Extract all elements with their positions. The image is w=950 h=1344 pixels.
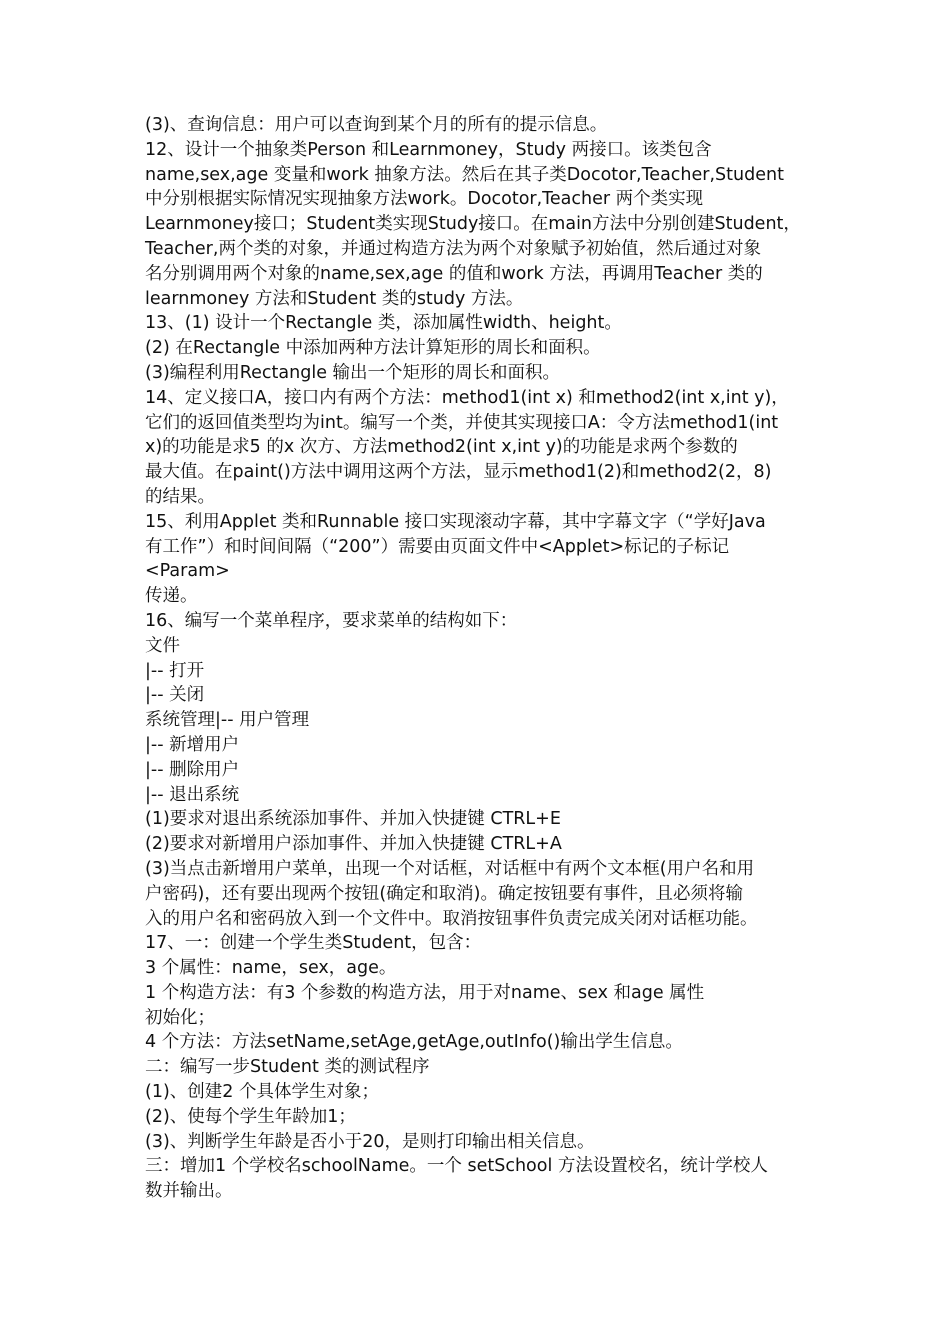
text-line: 三：增加1 个学校名schoolName。一个 setSchool 方法设置校名，统计学校人 [145,1156,768,1177]
text-line: (3)、查询信息：用户可以查询到某个月的所有的提示信息。 [145,115,608,135]
text-line: 13、(1) 设计一个Rectangle 类，添加属性width、height。 [145,313,622,334]
text-line: 1 个构造方法：有3 个参数的构造方法，用于对name、sex 和age 属性 [145,982,705,1003]
text-line: |-- 退出系统 [145,784,240,805]
text-line: learnmoney 方法和Student 类的study 方法。 [145,288,524,309]
text-line: 15、利用Applet 类和Runnable 接口实现滚动字幕，其中字幕文字（“学好Java [145,511,766,532]
text-line: 它们的返回值类型均为int。编写一个类，并使其实现接口A：令方法method1(int [145,412,779,433]
text-line: (1)要求对退出系统添加事件、并加入快捷键 CTRL+E [145,809,561,830]
text-line: 中分别根据实际情况实现抽象方法work。Docotor,Teacher 两个类实现 [145,189,704,210]
text-line: 3 个属性：name，sex，age。 [145,958,397,979]
text-line: 系统管理|-- 用户管理 [145,710,310,731]
text-line: x)的功能是求5 的x 次方、方法method2(int x,int y)的功能是求两个参数的 [145,437,738,458]
text-line: 16、编写一个菜单程序，要求菜单的结构如下： [145,610,518,631]
text-line: (3)编程利用Rectangle 输出一个矩形的周长和面积。 [145,362,561,383]
text-line: <Param> [145,561,230,582]
text-line: |-- 关闭 [145,685,205,706]
text-line: (3)当点击新增用户菜单，出现一个对话框，对话框中有两个文本框(用户名和用 [145,858,755,879]
text-line: (2) 在Rectangle 中添加两种方法计算矩形的周长和面积。 [145,338,601,359]
text-line: 4 个方法：方法setName,setAge,getAge,outInfo()输出学生信息。 [145,1032,683,1053]
text-line: 14、定义接口A，接口内有两个方法：method1(int x) 和method2(int x,int y)， [145,387,789,408]
text-line: 户密码)，还有要出现两个按钮(确定和取消)。确定按钮要有事件，且必须将输 [145,883,743,904]
text-line: 最大值。在paint()方法中调用这两个方法，显示method1(2)和method2(2，8) [145,462,772,483]
text-line: name,sex,age 变量和work 抽象方法。然后在其子类Docotor,Teacher,Student [145,164,784,185]
text-line: (2)要求对新增用户添加事件、并加入快捷键 CTRL+A [145,834,562,855]
text-line: 名分别调用两个对象的name,sex,age 的值和work 方法，再调用Teacher 类的 [145,263,763,284]
text-line: (3)、判断学生年龄是否小于20，是则打印输出相关信息。 [145,1131,595,1152]
text-line: 文件 [145,635,180,656]
text-line: Learnmoney接口；Student类实现Study接口。在main方法中分别创建Student， [145,214,801,235]
text-line: 初始化； [145,1007,215,1028]
text-line: 有工作”）和时间间隔（“200”）需要由页面文件中<Applet>标记的子标记 [145,536,730,557]
text-line: |-- 新增用户 [145,734,240,755]
text-line: |-- 删除用户 [145,759,240,780]
text-line: Teacher,两个类的对象，并通过构造方法为两个对象赋予初始值，然后通过对象 [145,238,761,259]
text-line: |-- 打开 [145,660,205,681]
text-line: 数并输出。 [145,1181,233,1202]
text-line: 12、设计一个抽象类Person 和Learnmoney，Study 两接口。该类包含 [145,139,712,160]
text-line: (1)、创建2 个具体学生对象； [145,1082,379,1103]
text-line: 二：编写一步Student 类的测试程序 [145,1057,430,1078]
text-line: 17、一：创建一个学生类Student，包含： [145,933,482,954]
text-line: 的结果。 [145,486,215,507]
document-page [145,113,815,1204]
text-line: 入的用户名和密码放入到一个文件中。取消按钮事件负责完成关闭对话框功能。 [145,908,758,929]
text-line: (2)、使每个学生年龄加1； [145,1106,356,1127]
text-line: 传递。 [145,586,198,607]
